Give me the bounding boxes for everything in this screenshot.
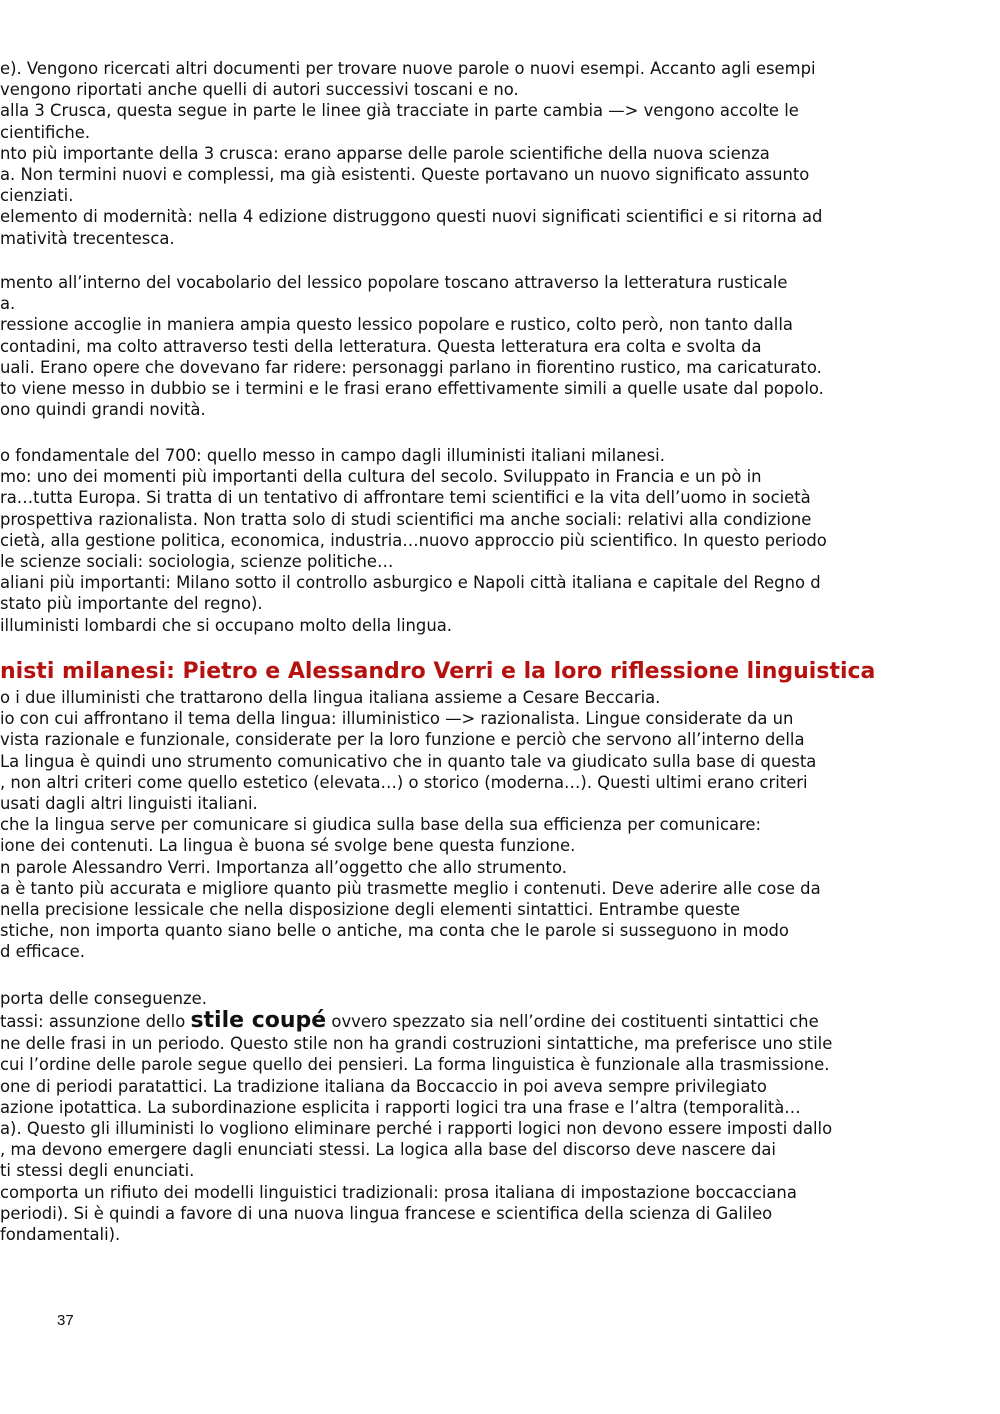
text-line: io con cui affrontano il tema della lingua: illuministico —> razionalista. Lingue considerate da un	[0, 709, 794, 729]
text-line: comporta un rifiuto dei modelli linguistici tradizionali: prosa italiana di impostazione boccacciana	[0, 1182, 797, 1202]
text-line: porta delle conseguenze.	[0, 989, 207, 1008]
text-line: mento all’interno del vocabolario del lessico popolare toscano attraverso la letteratura rusticale	[0, 273, 788, 292]
text-line: ne delle frasi in un periodo. Questo stile non ha grandi costruzioni sintattiche, ma preferisce uno stile	[0, 1034, 833, 1054]
text-line: ressione accoglie in maniera ampia questo lessico popolare e rustico, colto però, non tanto dalla	[0, 315, 793, 335]
section-heading: nisti milanesi: Pietro e Alessandro Verri e la loro riflessione linguistica	[0, 659, 876, 684]
text-line: aliani più importanti: Milano sotto il controllo asburgico e Napoli città italiana e capitale del Regno d	[0, 573, 821, 593]
text-line: to viene messo in dubbio se i termini e le frasi erano effettivamente simili a quelle usate dal popolo.	[0, 378, 824, 398]
text-line: a). Questo gli illuministi lo vogliono eliminare perché i rapporti logici non devono essere imposti dallo	[0, 1118, 833, 1138]
text-line: ra…tutta Europa. Si tratta di un tentativo di affrontare temi scientifici e la vita dell’uomo in società	[0, 488, 811, 508]
text-line: ti stessi degli enunciati.	[0, 1161, 195, 1181]
text-line: cientifiche.	[0, 122, 91, 142]
text-line: le scienze sociali: sociologia, scienze politiche…	[0, 551, 394, 571]
text-line: stato più importante del regno).	[0, 594, 263, 614]
page-number: 37	[57, 1312, 74, 1329]
paragraph-verri-language	[0, 687, 990, 962]
text-line: uali. Erano opere che dovevano far ridere: personaggi parlano in fiorentino rustico, ma caricaturato.	[0, 357, 822, 377]
text-line: illuministi lombardi che si occupano molto della lingua.	[0, 615, 452, 635]
text-line: vengono riportati anche quelli di autori successivi toscani e no.	[0, 80, 519, 100]
text-line: mo: uno dei momenti più importanti della cultura del secolo. Sviluppato in Francia e un pò in	[0, 467, 762, 487]
text-line: ono quindi grandi novità.	[0, 400, 206, 420]
text-line: cui l’ordine delle parole segue quello dei pensieri. La forma linguistica è funzionale alla trasmissione.	[0, 1055, 830, 1075]
text-line: a è tanto più accurata e migliore quanto più trasmette meglio i contenuti. Deve aderire alle cose da	[0, 878, 821, 898]
text-span: tassi: assunzione dello	[0, 1012, 191, 1032]
paragraph-enlightenment	[0, 445, 990, 636]
text-line: n parole Alessandro Verri. Importanza all’oggetto che allo strumento.	[0, 857, 567, 877]
text-line: vista razionale e funzionale, considerate per la loro funzione e perciò che servono all’interno della	[0, 730, 805, 750]
text-line: nto più importante della 3 crusca: erano apparse delle parole scientifiche della nuova scienza	[0, 143, 770, 163]
text-line: contadini, ma colto attraverso testi della letteratura. Questa letteratura era colta e svolta da	[0, 336, 762, 356]
text-line: stiche, non importa quanto siano belle o antiche, ma conta che le parole si susseguono in modo	[0, 921, 789, 941]
text-line: azione ipotattica. La subordinazione esplicita i rapporti logici tra una frase e l’altra (temporalità…	[0, 1097, 801, 1117]
paragraph-consequences	[0, 988, 990, 1245]
paragraph-rustic-lexicon	[0, 272, 990, 420]
text-line: La lingua è quindi uno strumento comunicativo che in quanto tale va giudicato sulla base di questa	[0, 751, 817, 771]
text-line: alla 3 Crusca, questa segue in parte le linee già tracciate in parte cambia —> vengono accolte le	[0, 101, 799, 121]
text-line: cietà, alla gestione politica, economica, industria…nuovo approccio più scientifico. In questo periodo	[0, 530, 827, 550]
paragraph-crusca-editions	[0, 58, 990, 249]
text-line: a.	[0, 294, 16, 314]
text-line: periodi). Si è quindi a favore di una nuova lingua francese e scientifica della scienza di Galileo	[0, 1203, 773, 1223]
text-line: ione dei contenuti. La lingua è buona sé svolge bene questa funzione.	[0, 836, 576, 856]
text-line: o fondamentale del 700: quello messo in campo dagli illuministi italiani milanesi.	[0, 446, 665, 465]
text-line: , non altri criteri come quello estetico (elevata…) o storico (moderna…). Questi ultimi erano criteri	[0, 772, 808, 792]
text-line: usati dagli altri linguisti italiani.	[0, 793, 258, 813]
text-line: e). Vengono ricercati altri documenti per trovare nuove parole o nuovi esempi. Accanto agli esempi	[0, 59, 816, 78]
text-line: prospettiva razionalista. Non tratta solo di studi scientifici ma anche sociali: relativi alla condizione	[0, 509, 812, 529]
stile-coupe-emphasis: stile coupé	[190, 1009, 327, 1034]
text-span: ovvero spezzato sia nell’ordine dei costituenti sintattici che	[326, 1012, 819, 1032]
text-line: one di periodi paratattici. La tradizione italiana da Boccaccio in poi aveva sempre privilegiato	[0, 1076, 767, 1096]
text-line: , ma devono emergere dagli enunciati stessi. La logica alla base del discorso deve nascere dai	[0, 1140, 776, 1160]
text-line: elemento di modernità: nella 4 edizione distruggono questi nuovi significati scientifici e si ritorna ad	[0, 207, 823, 227]
text-line: nella precisione lessicale che nella disposizione degli elementi sintattici. Entrambe queste	[0, 899, 741, 919]
text-line: a. Non termini nuovi e complessi, ma già esistenti. Queste portavano un nuovo significato assunto	[0, 164, 810, 184]
text-line: d efficace.	[0, 942, 85, 962]
text-line: fondamentali).	[0, 1224, 121, 1244]
text-line: cienziati.	[0, 186, 74, 206]
text-line: matività trecentesca.	[0, 228, 175, 248]
text-line: o i due illuministi che trattarono della lingua italiana assieme a Cesare Beccaria.	[0, 688, 661, 707]
text-line-stile-coupe	[0, 1009, 990, 1033]
text-line: che la lingua serve per comunicare si giudica sulla base della sua efficienza per comunicare:	[0, 815, 762, 835]
